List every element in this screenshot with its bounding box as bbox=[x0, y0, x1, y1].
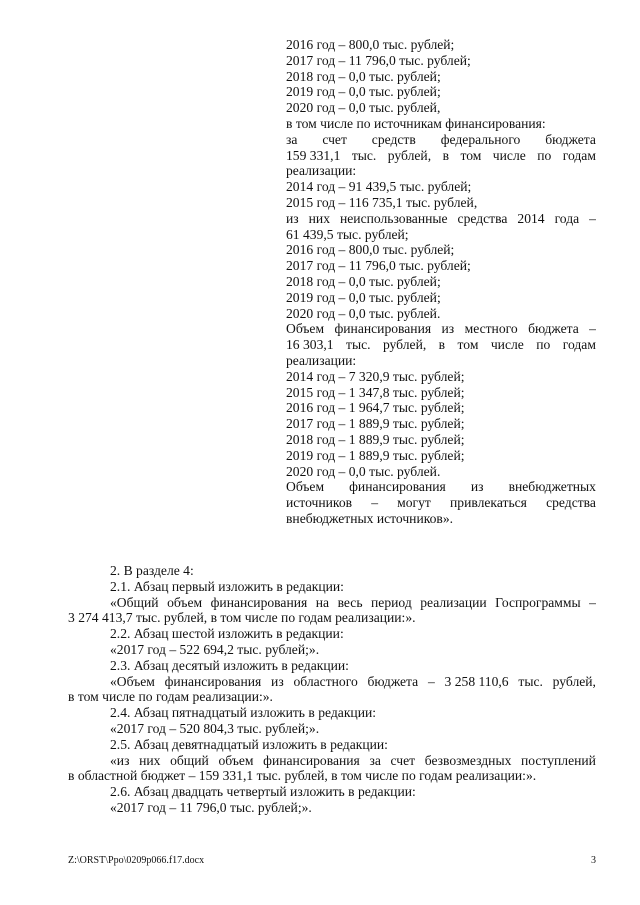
word: бюджета bbox=[545, 131, 596, 147]
word: – bbox=[427, 673, 435, 689]
paragraph-2-2-quote: «2017 год – 522 694,2 тыс. рублей;». bbox=[110, 641, 320, 657]
word: общий bbox=[170, 752, 209, 768]
local-year-line: 2017 год – 1 889,9 тыс. рублей; bbox=[286, 416, 465, 432]
file-path: Z:\ORST\Ppo\0209p066.f17.docx bbox=[68, 855, 205, 866]
federal-year-line: 2019 год – 0,0 тыс. рублей; bbox=[286, 289, 441, 305]
local-year-line: 2019 год – 1 889,9 тыс. рублей; bbox=[286, 447, 465, 463]
federal-total-line bbox=[286, 148, 596, 164]
word: период bbox=[371, 594, 412, 610]
federal-year-line: 2015 год – 116 735,1 тыс. рублей, bbox=[286, 194, 478, 210]
local-year-line: 2018 год – 1 889,9 тыс. рублей; bbox=[286, 431, 465, 447]
word: из bbox=[271, 673, 284, 689]
word: «из bbox=[110, 752, 130, 768]
word: рублей, bbox=[552, 673, 596, 689]
financing-line: в том числе по источникам финансирования: bbox=[286, 115, 546, 131]
word: бюджета bbox=[528, 321, 579, 337]
federal-heading-end: реализации: bbox=[286, 163, 357, 179]
word: – bbox=[371, 495, 378, 511]
financing-line: 2018 год – 0,0 тыс. рублей; bbox=[286, 68, 441, 84]
word: источников bbox=[286, 495, 353, 511]
word: в bbox=[438, 337, 446, 353]
word: – bbox=[589, 210, 596, 226]
paragraph-2-3-quote bbox=[68, 674, 596, 690]
word: числе bbox=[490, 337, 524, 353]
page-footer bbox=[68, 855, 596, 867]
extrabudget-line bbox=[286, 495, 596, 511]
word: – bbox=[589, 594, 596, 610]
federal-year-line: 2016 год – 800,0 тыс. рублей; bbox=[286, 242, 455, 258]
unused-funds-amount: 61 439,5 тыс. рублей; bbox=[286, 226, 409, 242]
page-number: 3 bbox=[591, 855, 596, 866]
word: объем bbox=[218, 752, 254, 768]
financing-line: 2019 год – 0,0 тыс. рублей; bbox=[286, 84, 441, 100]
federal-year-line: 2017 год – 11 796,0 тыс. рублей; bbox=[286, 258, 471, 274]
financing-right-block bbox=[286, 37, 596, 527]
word: объем bbox=[167, 594, 203, 610]
federal-year-line: 2014 год – 91 439,5 тыс. рублей; bbox=[286, 179, 472, 195]
word: 3 258 110,6 bbox=[444, 673, 509, 689]
paragraph-2-5-quote bbox=[68, 753, 596, 769]
federal-year-line: 2020 год – 0,0 тыс. рублей. bbox=[286, 305, 441, 321]
word: счет bbox=[322, 131, 347, 147]
paragraph-2-1: 2.1. Абзац первый изложить в редакции: bbox=[110, 578, 344, 594]
word: счет bbox=[390, 752, 416, 768]
word: числе bbox=[492, 147, 526, 163]
local-year-line: 2016 год – 1 964,7 тыс. рублей; bbox=[286, 400, 465, 416]
paragraph-2-2: 2.2. Абзац шестой изложить в редакции: bbox=[110, 626, 344, 642]
section-heading: 2. В разделе 4: bbox=[110, 563, 194, 578]
federal-heading-line bbox=[286, 132, 596, 148]
paragraph-2-5: 2.5. Абзац девятнадцатый изложить в редакции: bbox=[110, 736, 388, 752]
paragraph-2-4-quote: «2017 год – 520 804,3 тыс. рублей;». bbox=[110, 720, 320, 736]
word: 16 303,1 bbox=[286, 337, 334, 353]
extrabudget-heading-line bbox=[286, 479, 596, 495]
word: года bbox=[554, 210, 580, 226]
word: «Общий bbox=[110, 594, 159, 610]
word: тыс. bbox=[346, 337, 371, 353]
word: годам bbox=[562, 147, 596, 163]
amendments-block bbox=[68, 563, 596, 816]
financing-line: 2016 год – 800,0 тыс. рублей; bbox=[286, 37, 455, 52]
word: рублей, bbox=[382, 337, 427, 353]
word: федерального bbox=[440, 131, 521, 147]
word: финансирования bbox=[334, 321, 432, 337]
paragraph-2-3-quote-cont: в том числе по годам реализации:». bbox=[68, 689, 273, 705]
word: средства bbox=[457, 210, 508, 226]
word: за bbox=[286, 131, 298, 147]
financing-line: 2017 год – 11 796,0 тыс. рублей; bbox=[286, 52, 471, 68]
federal-year-line: 2018 год – 0,0 тыс. рублей; bbox=[286, 273, 441, 289]
word: Госпрограммы bbox=[495, 594, 581, 610]
local-year-line: 2020 год – 0,0 тыс. рублей. bbox=[286, 463, 441, 479]
word: них bbox=[139, 752, 161, 768]
word: местного bbox=[464, 321, 518, 337]
word: финансирования bbox=[263, 752, 360, 768]
local-total-line bbox=[286, 337, 596, 353]
word: средств bbox=[371, 131, 416, 147]
word: «Объем bbox=[110, 673, 155, 689]
word: финансирования bbox=[164, 673, 262, 689]
word: тыс. bbox=[351, 147, 377, 163]
word: 159 331,1 bbox=[286, 147, 341, 163]
word: рублей, bbox=[387, 147, 432, 163]
word: Объем bbox=[286, 479, 325, 495]
word: в bbox=[442, 147, 449, 163]
word: финансирования bbox=[210, 594, 308, 610]
word: 2014 bbox=[517, 210, 545, 226]
word: том bbox=[457, 337, 479, 353]
word: привлекаться bbox=[450, 495, 527, 511]
word: по bbox=[537, 147, 552, 163]
word: из bbox=[470, 479, 484, 495]
word: Объем bbox=[286, 321, 325, 337]
word: на bbox=[315, 594, 330, 610]
word: годам bbox=[562, 337, 596, 353]
word: весь bbox=[337, 594, 363, 610]
local-year-line: 2014 год – 7 320,9 тыс. рублей; bbox=[286, 368, 465, 384]
word: финансирования bbox=[349, 479, 446, 495]
paragraph-2-1-quote bbox=[68, 595, 596, 611]
paragraph-2-5-quote-cont: в областной бюджет – 159 331,1 тыс. рублей, в том числе по годам реализации:». bbox=[68, 768, 537, 784]
paragraph-2-6: 2.6. Абзац двадцать четвертый изложить в редакции: bbox=[110, 784, 416, 800]
word: тыс. bbox=[518, 673, 543, 689]
local-heading-end: реализации: bbox=[286, 352, 357, 368]
paragraph-2-1-quote-cont: 3 274 413,7 тыс. рублей, в том числе по годам реализации:». bbox=[68, 610, 416, 626]
paragraph-2-4: 2.4. Абзац пятнадцатый изложить в редакции: bbox=[110, 705, 377, 721]
word: том bbox=[460, 147, 482, 163]
extrabudget-end: внебюджетных источников». bbox=[286, 510, 454, 526]
word: реализации bbox=[420, 594, 487, 610]
word: за bbox=[369, 752, 381, 768]
local-year-line: 2015 год – 1 347,8 тыс. рублей; bbox=[286, 384, 465, 400]
word: внебюджетных bbox=[508, 479, 596, 495]
local-heading-line bbox=[286, 321, 596, 337]
word: них bbox=[308, 210, 330, 226]
paragraph-2-6-quote: «2017 год – 11 796,0 тыс. рублей;». bbox=[110, 799, 312, 815]
word: из bbox=[286, 210, 299, 226]
word: по bbox=[536, 337, 551, 353]
unused-funds-line bbox=[286, 211, 596, 227]
word: областного bbox=[293, 673, 358, 689]
word: из bbox=[441, 321, 455, 337]
word: могут bbox=[397, 495, 431, 511]
word: неиспользованные bbox=[339, 210, 448, 226]
word: поступлений bbox=[521, 752, 596, 768]
word: – bbox=[589, 321, 596, 337]
financing-line: 2020 год – 0,0 тыс. рублей, bbox=[286, 100, 441, 116]
word: безвозмездных bbox=[424, 752, 512, 768]
word: бюджета bbox=[367, 673, 419, 689]
word: средства bbox=[546, 495, 596, 511]
paragraph-2-3: 2.3. Абзац десятый изложить в редакции: bbox=[110, 657, 349, 673]
